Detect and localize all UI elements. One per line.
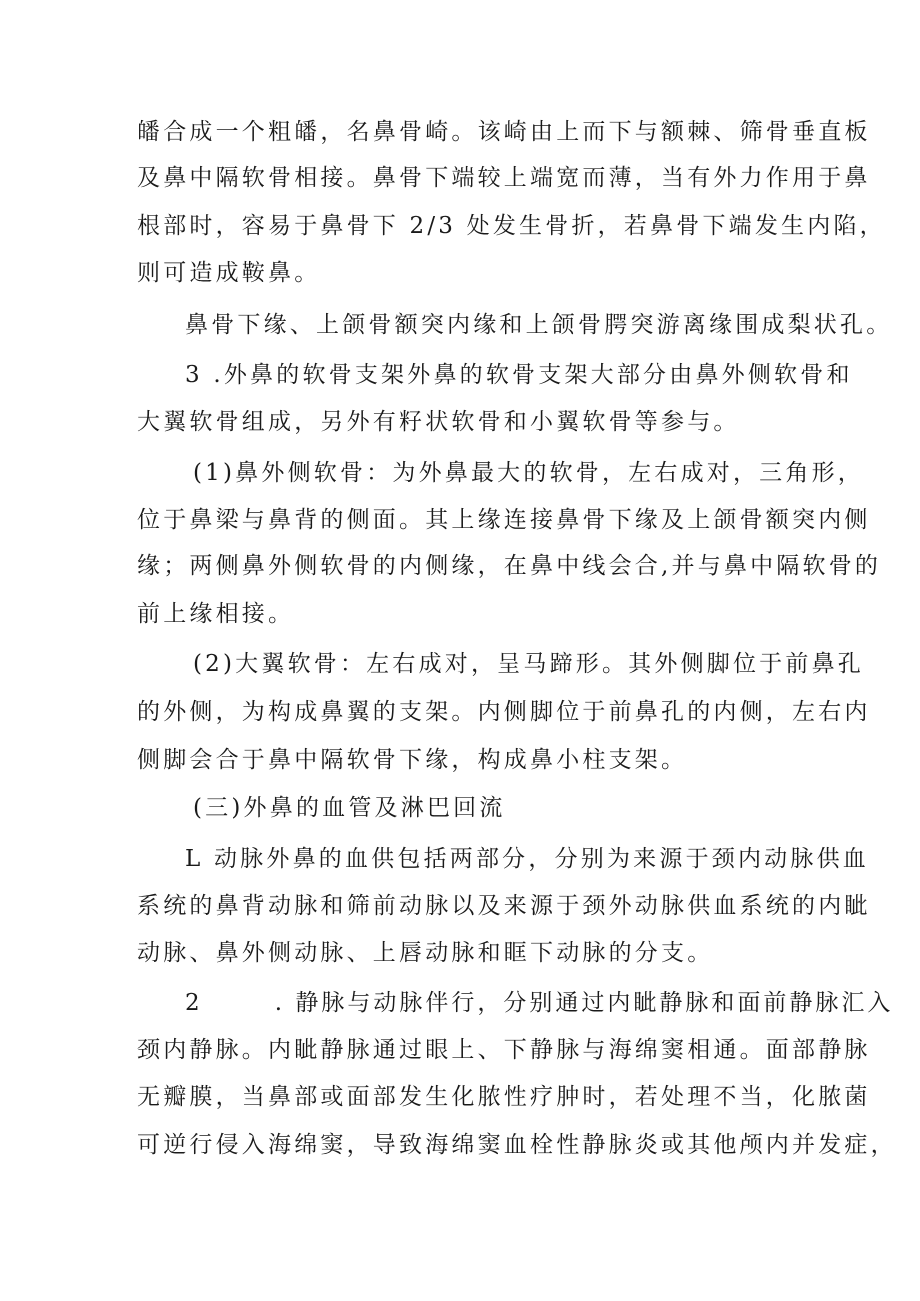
text-line: 位于鼻梁与鼻背的侧面。其上缘连接鼻骨下缘及上颌骨额突内侧	[137, 507, 871, 533]
text-line: 则可造成鞍鼻。	[137, 260, 321, 286]
text-line: 无瓣膜，当鼻部或面部发生化脓性疗肿时，若处理不当，化脓菌	[137, 1084, 871, 1110]
text-line: 鼻骨下缘、上颌骨额突内缘和上颌骨腭突游离缘围成梨状孔。	[185, 312, 893, 338]
text-line: 根部时，容易于鼻骨下 2/3 处发生骨折，若鼻骨下端发生内陷，	[137, 213, 886, 239]
text-line: 缘；两侧鼻外侧软骨的内侧缘，在鼻中线会合,并与鼻中隔软骨的	[137, 553, 882, 579]
text-line: L 动脉外鼻的血供包括两部分，分别为来源于颈内动脉供血	[185, 846, 869, 872]
text-line: (2)大翼软骨：左右成对，呈马蹄形。其外侧脚位于前鼻孔	[193, 651, 864, 677]
text-line: 皤合成一个粗皤，名鼻骨崎。该崎由上而下与额棘、筛骨垂直板	[137, 119, 871, 145]
text-line: 前上缘相接。	[137, 601, 295, 627]
text-line: 动脉、鼻外侧动脉、上唇动脉和眶下动脉的分支。	[137, 940, 714, 966]
text-line: 2 . 静脉与动脉伴行，分别通过内眦静脉和面前静脉汇入	[185, 990, 894, 1016]
section-heading: (三)外鼻的血管及淋巴回流	[193, 795, 506, 821]
text-line: 的外侧，为构成鼻翼的支架。内侧脚位于前鼻孔的内侧，左右内	[137, 699, 871, 725]
text-line: 大翼软骨组成，另外有籽状软骨和小翼软骨等参与。	[137, 409, 740, 435]
text-line: 及鼻中隔软骨相接。鼻骨下端较上端宽而薄，当有外力作用于鼻	[137, 165, 871, 191]
text-line: 颈内静脉。内眦静脉通过眼上、下静脉与海绵窦相通。面部静脉	[137, 1037, 871, 1063]
text-line: 系统的鼻背动脉和筛前动脉以及来源于颈外动脉供血系统的内眦	[137, 893, 871, 919]
text-line: 侧脚会合于鼻中隔软骨下缘，构成鼻小柱支架。	[137, 747, 688, 773]
text-line: 可逆行侵入海绵窦，导致海绵窦血栓性静脉炎或其他颅内并发症，	[137, 1132, 897, 1158]
text-line: 3 .外鼻的软骨支架外鼻的软骨支架大部分由鼻外侧软骨和	[185, 362, 853, 388]
text-line: (1)鼻外侧软骨：为外鼻最大的软骨，左右成对，三角形，	[193, 460, 864, 486]
